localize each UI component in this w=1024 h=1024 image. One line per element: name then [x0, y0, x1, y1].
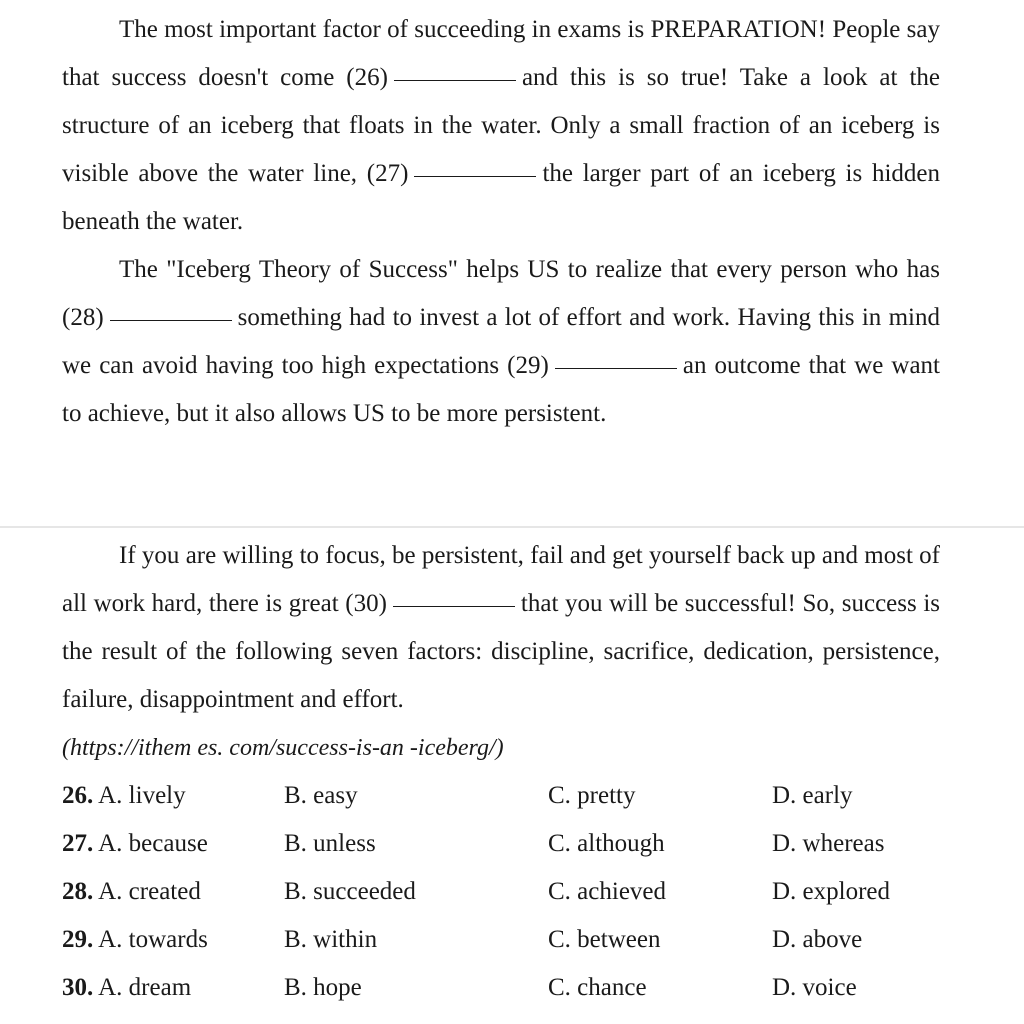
question-row-27: [62, 820, 940, 868]
question-row-30: [62, 964, 940, 1012]
question-row-26: [62, 772, 940, 820]
blank-26: [394, 79, 516, 81]
option-b: B. succeeded: [284, 878, 416, 905]
answer-options: [62, 772, 940, 1012]
paragraph-1-text-3: the larger part of an iceberg is hidden beneath the water.: [62, 160, 940, 235]
option-a: [62, 820, 208, 868]
option-a: [62, 772, 186, 820]
paragraph-2: [62, 246, 940, 438]
option-c: C. between: [548, 926, 661, 953]
option-b: B. easy: [284, 782, 358, 809]
blank-29: [555, 367, 677, 369]
option-c: C. chance: [548, 974, 647, 1001]
blank-27: [414, 175, 536, 177]
blank-28: [110, 319, 232, 321]
option-c: C. although: [548, 830, 665, 857]
paragraph-2-text-3: an outcome that we want to achieve, but it also allows US to be more persistent.: [62, 352, 940, 427]
source-citation: (https://ithem es. com/success-is-an -iceberg/): [62, 735, 504, 761]
page-divider: [0, 526, 1024, 528]
option-c: C. achieved: [548, 878, 667, 905]
paragraph-1-text-2: and this is so true! Take a look at the structure of an iceberg that floats in the water. Only a small fraction of an iceberg is visible above the water line, (27): [62, 64, 940, 187]
option-a: [62, 964, 191, 1012]
question-number: 27.: [62, 830, 94, 857]
paragraph-1-text-1: The most important factor of succeeding in exams is PREPARATION! People say that success doesn't come (26): [62, 16, 940, 91]
question-number: 29.: [62, 926, 94, 953]
paragraph-3-text-2: that you will be successful! So, success is the result of the following seven factors: discipline, sacrifice, dedication, persistence, failure, disappointment and effort.: [62, 590, 940, 713]
option-a-label: A. because: [98, 830, 208, 857]
option-d: D. explored: [772, 878, 891, 905]
paragraph-1: [62, 6, 940, 246]
option-a-label: A. lively: [98, 782, 186, 809]
paragraph-2-text-2: something had to invest a lot of effort and work. Having this in mind we can avoid having too high expectations (29): [62, 304, 940, 379]
paragraph-3: [62, 532, 940, 724]
option-b: B. hope: [284, 974, 362, 1001]
question-number: 28.: [62, 878, 94, 905]
option-d: D. above: [772, 926, 863, 953]
option-b: B. unless: [284, 830, 376, 857]
option-c: C. pretty: [548, 782, 636, 809]
option-b: B. within: [284, 926, 378, 953]
question-number: 30.: [62, 974, 94, 1001]
paragraph-3-text-1: If you are willing to focus, be persistent, fail and get yourself back up and most of all work hard, there is great (30): [62, 542, 940, 617]
option-a: [62, 868, 201, 916]
question-row-28: [62, 868, 940, 916]
option-a-label: A. towards: [98, 926, 208, 953]
blank-30: [393, 605, 515, 607]
option-d: D. whereas: [772, 830, 885, 857]
option-a-label: A. created: [98, 878, 201, 905]
option-d: D. early: [772, 782, 853, 809]
option-a-label: A. dream: [98, 974, 192, 1001]
option-d: D. voice: [772, 974, 857, 1001]
question-row-29: [62, 916, 940, 964]
option-a: [62, 916, 208, 964]
paragraph-2-text-1: The "Iceberg Theory of Success" helps US to realize that every person who has (28): [62, 256, 940, 331]
question-number: 26.: [62, 782, 94, 809]
